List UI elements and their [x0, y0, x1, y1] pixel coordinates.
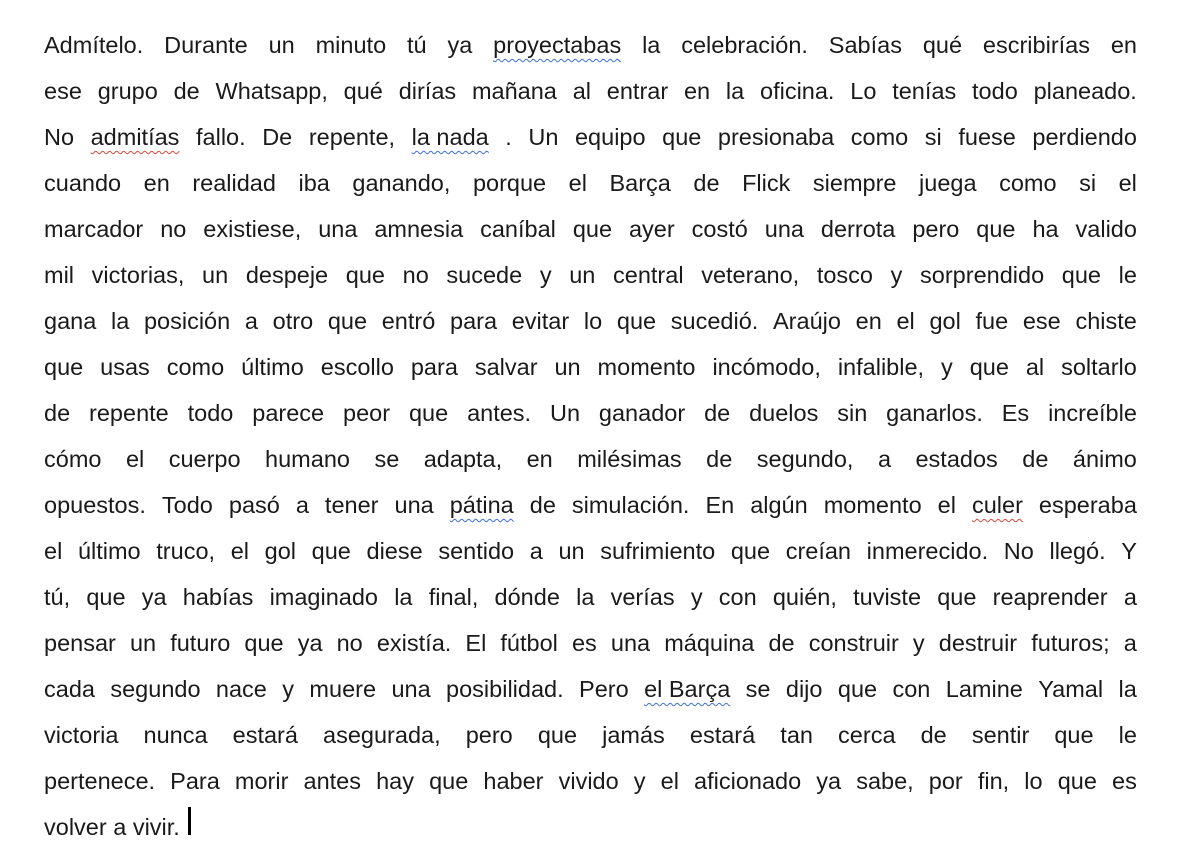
- word: Araújo: [773, 308, 841, 334]
- text-line: [44, 298, 1137, 344]
- word: Y: [1121, 538, 1137, 564]
- word: gol: [264, 538, 296, 564]
- text-line: [44, 574, 1137, 620]
- word: entró: [381, 308, 436, 334]
- word: que: [730, 538, 771, 564]
- word: estará: [232, 722, 298, 748]
- word: con: [892, 676, 931, 702]
- word: le: [1118, 722, 1137, 748]
- word: tú: [407, 32, 427, 58]
- text-line: [44, 22, 1137, 68]
- word: que: [327, 308, 368, 334]
- text-line: [44, 712, 1137, 758]
- word: caníbal: [480, 216, 556, 242]
- word: duelos: [749, 400, 819, 426]
- word: que: [1054, 722, 1094, 748]
- word: ayer: [628, 216, 675, 242]
- word: reaprender: [992, 584, 1108, 610]
- word: fue: [975, 308, 1009, 334]
- word: milésimas: [577, 446, 682, 472]
- word: sufrimiento: [600, 538, 716, 564]
- word: la: [576, 584, 595, 610]
- word: a: [1123, 584, 1137, 610]
- word: ya: [141, 584, 167, 610]
- word: último: [241, 354, 304, 380]
- word: a: [244, 308, 258, 334]
- word: victorias,: [91, 262, 185, 288]
- word: segundo,: [756, 446, 854, 472]
- word: ganarlos.: [886, 400, 983, 426]
- word: Para: [170, 768, 220, 794]
- word: sentido: [438, 538, 515, 564]
- word: una: [391, 676, 431, 702]
- word: a: [1123, 630, 1137, 656]
- word: que: [44, 354, 84, 380]
- word: qué: [922, 32, 963, 58]
- word: oficina.: [760, 78, 835, 104]
- word: ganador: [598, 400, 686, 426]
- word: nunca: [143, 722, 208, 748]
- word: amnesia: [374, 216, 464, 242]
- text-line: [44, 68, 1137, 114]
- word: y: [282, 676, 295, 702]
- word: que: [937, 584, 977, 610]
- grammar-flagged-word[interactable]: la nada: [411, 124, 489, 150]
- text-line: [44, 528, 1137, 574]
- word: presionaba: [717, 124, 835, 150]
- text-line: [44, 114, 1137, 160]
- word: ánimo: [1072, 446, 1137, 472]
- word: una: [394, 492, 434, 518]
- word: chiste: [1075, 308, 1137, 334]
- word: El: [465, 630, 487, 656]
- word: el: [44, 538, 63, 564]
- word: el: [660, 768, 679, 794]
- word: en: [855, 308, 882, 334]
- word: victoria: [44, 722, 119, 748]
- word: volver a vivir.: [44, 814, 180, 840]
- word: posibilidad.: [446, 676, 564, 702]
- word: el: [230, 538, 249, 564]
- word: fin,: [977, 768, 1010, 794]
- text-line: [44, 206, 1137, 252]
- word: y: [941, 354, 953, 380]
- word: inmerecido.: [866, 538, 989, 564]
- word: último: [77, 538, 141, 564]
- word: si: [1079, 170, 1097, 196]
- word: habías: [182, 584, 254, 610]
- grammar-flagged-word[interactable]: pátina: [449, 492, 514, 518]
- text-line: [44, 758, 1137, 804]
- word: Flick: [742, 170, 791, 196]
- word: asegurada,: [323, 722, 441, 748]
- word: cerca: [838, 722, 896, 748]
- word: no: [402, 262, 429, 288]
- word: Admítelo.: [44, 32, 144, 58]
- word: no: [160, 216, 187, 242]
- word: que: [837, 676, 878, 702]
- word: destruir: [938, 630, 1018, 656]
- word: por: [928, 768, 963, 794]
- word: celebración.: [681, 32, 808, 58]
- word: como: [166, 354, 225, 380]
- word: usas: [100, 354, 150, 380]
- word: costó: [691, 216, 748, 242]
- word: despeje: [245, 262, 329, 288]
- word: vivido: [558, 768, 619, 794]
- word: jamás: [602, 722, 665, 748]
- word: iba: [298, 170, 330, 196]
- word: todo: [187, 400, 234, 426]
- word: planeado.: [1033, 78, 1137, 104]
- word: Lamine: [945, 676, 1023, 702]
- word: dijo: [785, 676, 823, 702]
- word: futuro: [170, 630, 231, 656]
- word: la: [642, 32, 661, 58]
- text-line: [44, 666, 1137, 712]
- word: llegó.: [1049, 538, 1106, 564]
- word: el: [937, 492, 956, 518]
- word: gana: [44, 308, 97, 334]
- word: que: [311, 538, 351, 564]
- word: derrota: [820, 216, 896, 242]
- word: ese: [44, 78, 82, 104]
- word: final,: [428, 584, 479, 610]
- word: morir: [234, 768, 289, 794]
- word: la: [1118, 676, 1137, 702]
- word: lo: [583, 308, 603, 334]
- word: momento: [597, 354, 696, 380]
- word: no: [336, 630, 363, 656]
- text-line: [44, 390, 1137, 436]
- word: un: [268, 32, 295, 58]
- word: de: [44, 400, 71, 426]
- word: un: [558, 538, 585, 564]
- word: peor: [343, 400, 391, 426]
- word: increíble: [1048, 400, 1137, 426]
- word: marcador: [44, 216, 144, 242]
- word: simulación.: [571, 492, 690, 518]
- word: que: [537, 722, 578, 748]
- word: de: [173, 78, 200, 104]
- word: momento: [823, 492, 922, 518]
- word: minuto: [315, 32, 387, 58]
- word: tenías: [892, 78, 957, 104]
- word: .: [505, 124, 512, 150]
- word: Un: [528, 124, 559, 150]
- word: y: [633, 768, 646, 794]
- word: pasó: [228, 492, 280, 518]
- word: construir: [808, 630, 899, 656]
- word: la: [110, 308, 130, 334]
- word: de: [693, 170, 720, 196]
- word: es: [1112, 768, 1137, 794]
- word: En: [705, 492, 735, 518]
- word: ha: [1032, 216, 1059, 242]
- word: perdiendo: [1032, 124, 1137, 150]
- word: cuando: [44, 170, 122, 196]
- word: un: [554, 354, 581, 380]
- word: que: [429, 768, 469, 794]
- word: truco,: [156, 538, 216, 564]
- word: que: [86, 584, 126, 610]
- word: que: [244, 630, 284, 656]
- word: ya: [816, 768, 842, 794]
- word: mil: [44, 262, 75, 288]
- text-line: [44, 160, 1137, 206]
- word: para: [410, 354, 458, 380]
- word: de: [706, 446, 733, 472]
- word: existía.: [376, 630, 452, 656]
- word: una: [318, 216, 358, 242]
- word: fuese: [958, 124, 1016, 150]
- word: equipo: [574, 124, 646, 150]
- word: el: [896, 308, 915, 334]
- word: estará: [689, 722, 756, 748]
- word: que: [976, 216, 1016, 242]
- word: juega: [919, 170, 977, 196]
- word: de: [704, 400, 731, 426]
- word: creían: [785, 538, 852, 564]
- word: imaginado: [269, 584, 378, 610]
- word: se: [374, 446, 400, 472]
- word: esperaba: [1038, 492, 1137, 518]
- word: qué: [343, 78, 383, 104]
- text-line: [44, 252, 1137, 298]
- word: pero: [465, 722, 513, 748]
- word: como: [850, 124, 909, 150]
- word: ganando,: [352, 170, 451, 196]
- word: repente: [89, 400, 169, 426]
- word: fútbol: [500, 630, 558, 656]
- word: de: [529, 492, 556, 518]
- word: entrar: [606, 78, 669, 104]
- word: incómodo,: [712, 354, 821, 380]
- word: Whatsapp,: [215, 78, 328, 104]
- word: que: [572, 216, 613, 242]
- word: la: [725, 78, 745, 104]
- word: en: [1110, 32, 1137, 58]
- word: ya: [447, 32, 473, 58]
- word: De: [262, 124, 293, 150]
- word: futuros;: [1031, 630, 1110, 656]
- word: porque: [472, 170, 547, 196]
- word: que: [345, 262, 385, 288]
- word: valido: [1075, 216, 1137, 242]
- document-body[interactable]: [44, 22, 1137, 850]
- word: a: [529, 538, 543, 564]
- word: de: [768, 630, 795, 656]
- word: a: [295, 492, 309, 518]
- word: Sabías: [828, 32, 902, 58]
- word: segundo: [110, 676, 201, 702]
- word: Durante: [164, 32, 248, 58]
- word: todo: [972, 78, 1018, 104]
- word: que: [1061, 262, 1101, 288]
- word: al: [1025, 354, 1045, 380]
- word: central: [613, 262, 684, 288]
- word: fallo.: [196, 124, 246, 150]
- word: humano: [265, 446, 350, 472]
- word: en: [683, 78, 711, 104]
- word: antes: [303, 768, 362, 794]
- word: un: [569, 262, 596, 288]
- word: tan: [780, 722, 813, 748]
- word: diese: [366, 538, 423, 564]
- word: con: [718, 584, 757, 610]
- word: posición: [143, 308, 231, 334]
- word: tosco: [816, 262, 873, 288]
- word: el: [125, 446, 145, 472]
- word: cuerpo: [168, 446, 241, 472]
- word: el: [568, 170, 587, 196]
- word: ya: [297, 630, 323, 656]
- word: sucedió.: [670, 308, 759, 334]
- grammar-flagged-word[interactable]: el Barça: [644, 676, 731, 702]
- word: tener: [324, 492, 379, 518]
- word: cada: [44, 676, 95, 702]
- text-line: [44, 344, 1137, 390]
- word: que: [662, 124, 702, 150]
- word: quién,: [772, 584, 837, 610]
- word: y: [890, 262, 903, 288]
- word: y: [912, 630, 925, 656]
- word: una: [764, 216, 804, 242]
- text-line: [44, 804, 1137, 850]
- word: y: [690, 584, 703, 610]
- word: aficionado: [694, 768, 802, 794]
- word: evitar: [511, 308, 570, 334]
- text-line: [44, 482, 1137, 528]
- word: mañana: [471, 78, 557, 104]
- word: se: [745, 676, 771, 702]
- word: al: [572, 78, 591, 104]
- word: parece: [252, 400, 325, 426]
- word: Barça: [609, 170, 671, 196]
- word: sabe,: [856, 768, 914, 794]
- word: en: [526, 446, 553, 472]
- word: hay: [376, 768, 414, 794]
- word: soltarlo: [1061, 354, 1137, 380]
- word: veterano,: [701, 262, 800, 288]
- word: dónde: [494, 584, 560, 610]
- word: Todo: [161, 492, 213, 518]
- word: como: [999, 170, 1057, 196]
- word: y: [539, 262, 552, 288]
- word: sentir: [971, 722, 1030, 748]
- word: pertenece.: [44, 768, 156, 794]
- word: un: [202, 262, 229, 288]
- word: es: [571, 630, 597, 656]
- word: infalible,: [837, 354, 925, 380]
- word: dirías: [398, 78, 457, 104]
- grammar-flagged-word[interactable]: proyectabas: [493, 32, 622, 58]
- word: que: [408, 400, 449, 426]
- word: sin: [837, 400, 868, 426]
- word: de: [920, 722, 947, 748]
- word: de: [1022, 446, 1049, 472]
- word: muere: [309, 676, 377, 702]
- word: tú,: [44, 584, 71, 610]
- word: ese: [1022, 308, 1061, 334]
- word: lo: [1024, 768, 1043, 794]
- word: siempre: [812, 170, 897, 196]
- word: haber: [483, 768, 544, 794]
- word: tuviste: [853, 584, 922, 610]
- word: Un: [549, 400, 581, 426]
- word: pero: [912, 216, 960, 242]
- word: nace: [215, 676, 267, 702]
- word: adapta,: [423, 446, 503, 472]
- word: la: [394, 584, 413, 610]
- word: pensar: [44, 630, 116, 656]
- word: verías: [610, 584, 675, 610]
- word: que: [969, 354, 1009, 380]
- text-cursor: [188, 807, 191, 835]
- spelling-flagged-word[interactable]: admitías: [90, 124, 180, 150]
- word: que: [1057, 768, 1097, 794]
- word: Es: [1001, 400, 1030, 426]
- word: grupo: [97, 78, 158, 104]
- word: un: [129, 630, 157, 656]
- word: sorprendido: [920, 262, 1045, 288]
- word: otro: [272, 308, 314, 334]
- word: el: [1118, 170, 1137, 196]
- word: que: [616, 308, 657, 334]
- word: para: [450, 308, 498, 334]
- word: escollo: [320, 354, 394, 380]
- text-line: [44, 620, 1137, 666]
- word: opuestos.: [44, 492, 146, 518]
- word: repente,: [308, 124, 396, 150]
- word: máquina: [664, 630, 755, 656]
- word: antes.: [467, 400, 532, 426]
- word: una: [610, 630, 651, 656]
- word: sucede: [446, 262, 523, 288]
- word: cómo: [44, 446, 102, 472]
- word: Pero: [579, 676, 629, 702]
- word: No: [44, 124, 75, 150]
- word: si: [924, 124, 942, 150]
- word: escribirías: [982, 32, 1090, 58]
- word: existiese,: [203, 216, 302, 242]
- word: en: [143, 170, 170, 196]
- word: Yamal: [1038, 676, 1104, 702]
- word: le: [1118, 262, 1137, 288]
- word: gol: [929, 308, 961, 334]
- spelling-flagged-word[interactable]: culer: [971, 492, 1023, 518]
- text-line: [44, 436, 1137, 482]
- word: Lo: [850, 78, 877, 104]
- word: a: [877, 446, 892, 472]
- word: No: [1003, 538, 1034, 564]
- word: estados: [915, 446, 998, 472]
- word: algún: [750, 492, 808, 518]
- word: realidad: [192, 170, 276, 196]
- word: salvar: [474, 354, 538, 380]
